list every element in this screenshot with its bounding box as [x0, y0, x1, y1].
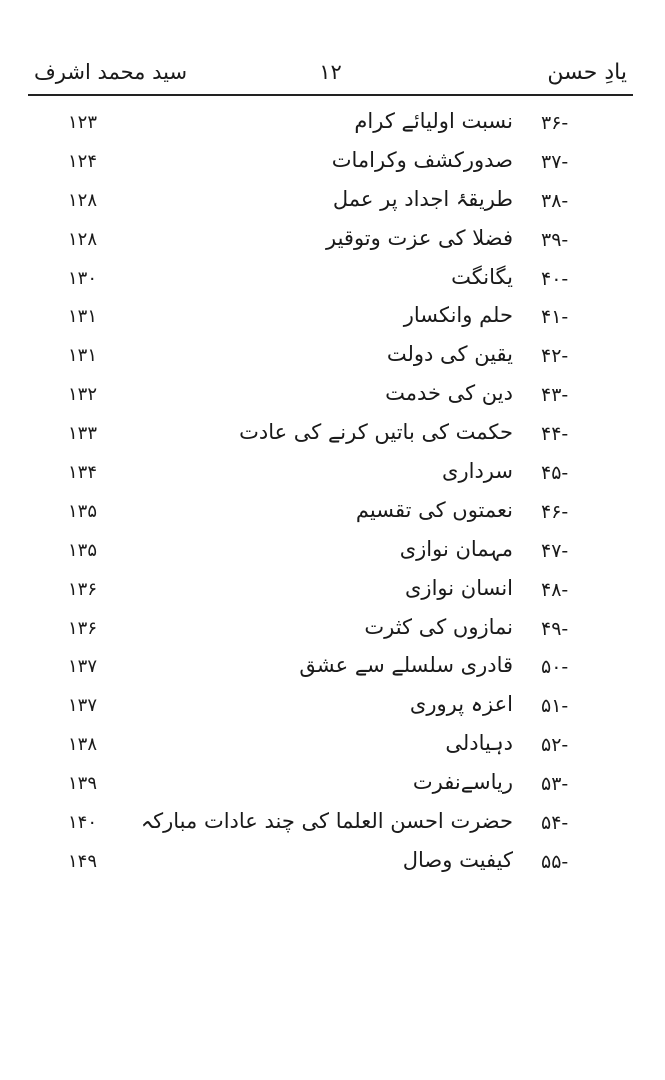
entry-page: ۱۳۷	[68, 695, 98, 717]
entry-number: ۵۲-	[541, 734, 569, 757]
entry-page: ۱۳۹	[68, 773, 98, 795]
entry-title: کیفیت وصال	[402, 847, 513, 872]
entry-title: یگانگت	[451, 264, 513, 289]
toc-entry	[0, 338, 665, 377]
entry-number: ۴۷-	[541, 539, 569, 562]
entry-title: صدورکشف وکرامات	[331, 147, 513, 172]
entry-page: ۱۳۰	[68, 267, 98, 289]
entry-title: دہیادلی	[445, 731, 513, 756]
entry-title: حلم وانکسار	[403, 303, 513, 328]
entry-title: حضرت احسن العلما کی چند عادات مبارکہ	[140, 809, 513, 834]
toc-entry	[0, 261, 665, 300]
entry-title: نعمتوں کی تقسیم	[355, 497, 513, 522]
running-header-author: سید محمد اشرف	[34, 60, 188, 84]
entry-title: سرداری	[442, 459, 513, 484]
toc-entry	[0, 766, 665, 805]
entry-page: ۱۳۱	[68, 306, 98, 328]
entry-title: نمازوں کی کثرت	[364, 614, 513, 639]
entry-title: نسبت اولیائے کرام	[354, 109, 513, 133]
entry-title: ریاسےنفرت	[412, 770, 513, 795]
entry-page: ۱۳۲	[68, 384, 98, 406]
entry-number: ۴۴-	[541, 423, 569, 446]
toc-entry	[0, 844, 665, 883]
entry-page: ۱۲۸	[68, 189, 98, 211]
entry-page: ۱۲۳	[68, 112, 98, 133]
entry-number: ۳۹-	[541, 228, 569, 251]
entry-number: ۴۶-	[541, 500, 569, 523]
toc-entry	[0, 377, 665, 416]
page-header	[28, 52, 633, 96]
toc-entry	[0, 649, 665, 688]
entry-title: قادری سلسلے سے عشق	[299, 653, 513, 678]
toc-entry	[0, 533, 665, 572]
entry-number: ۵۵-	[541, 850, 569, 873]
entry-number: ۴۸-	[541, 578, 569, 601]
entry-number: ۴۹-	[541, 617, 569, 640]
page-number: ۱۲	[319, 60, 342, 84]
entry-page: ۱۳۶	[68, 617, 98, 639]
entry-number: ۴۳-	[541, 384, 569, 407]
entry-title: یقین کی دولت	[386, 342, 513, 367]
entry-title: دین کی خدمت	[385, 381, 513, 406]
entry-number: ۴۵-	[541, 462, 569, 485]
entry-number: ۴۰-	[541, 267, 569, 290]
entry-page: ۱۲۸	[68, 228, 98, 250]
entry-number: ۵۰-	[541, 656, 569, 679]
entry-page: ۱۳۵	[68, 500, 98, 522]
entry-number: ۳۷-	[541, 150, 569, 173]
entry-title: اعزہ پروری	[409, 692, 513, 717]
toc-entry	[0, 611, 665, 650]
table-of-contents	[0, 105, 665, 883]
toc-entry	[0, 416, 665, 455]
entry-number: ۴۲-	[541, 345, 569, 368]
entry-page: ۱۳۶	[68, 578, 98, 600]
entry-title: انسان نوازی	[404, 575, 513, 600]
entry-page: ۱۴۹	[68, 850, 98, 872]
toc-entry	[0, 727, 665, 766]
entry-title: طریقۂ اجداد پر عمل	[332, 186, 513, 211]
toc-entry	[0, 299, 665, 338]
toc-entry	[0, 494, 665, 533]
entry-page: ۱۴۰	[68, 812, 98, 834]
entry-number: ۵۴-	[541, 812, 569, 835]
entry-number: ۵۱-	[541, 695, 569, 718]
toc-entry	[0, 805, 665, 844]
entry-title: حکمت کی باتیں کرنے کی عادت	[239, 420, 513, 445]
toc-entry	[0, 183, 665, 222]
toc-entry	[0, 572, 665, 611]
entry-page: ۱۳۷	[68, 656, 98, 678]
toc-entry	[0, 222, 665, 261]
toc-entry	[0, 105, 665, 144]
entry-page: ۱۳۳	[68, 423, 98, 445]
entry-page: ۱۲۴	[68, 150, 98, 172]
entry-number: ۳۶-	[541, 112, 569, 134]
entry-number: ۳۸-	[541, 189, 569, 212]
entry-page: ۱۳۱	[68, 345, 98, 367]
entry-number: ۴۱-	[541, 306, 569, 329]
toc-entry	[0, 688, 665, 727]
entry-title: فضلا کی عزت وتوقیر	[326, 225, 513, 250]
running-header-book-title: یادِ حسن	[547, 60, 627, 85]
entry-title: مہمان نوازی	[399, 536, 513, 561]
entry-page: ۱۳۸	[68, 734, 98, 756]
toc-entry	[0, 144, 665, 183]
toc-entry	[0, 455, 665, 494]
entry-page: ۱۳۵	[68, 539, 98, 561]
entry-page: ۱۳۴	[68, 462, 98, 484]
entry-number: ۵۳-	[541, 773, 569, 796]
